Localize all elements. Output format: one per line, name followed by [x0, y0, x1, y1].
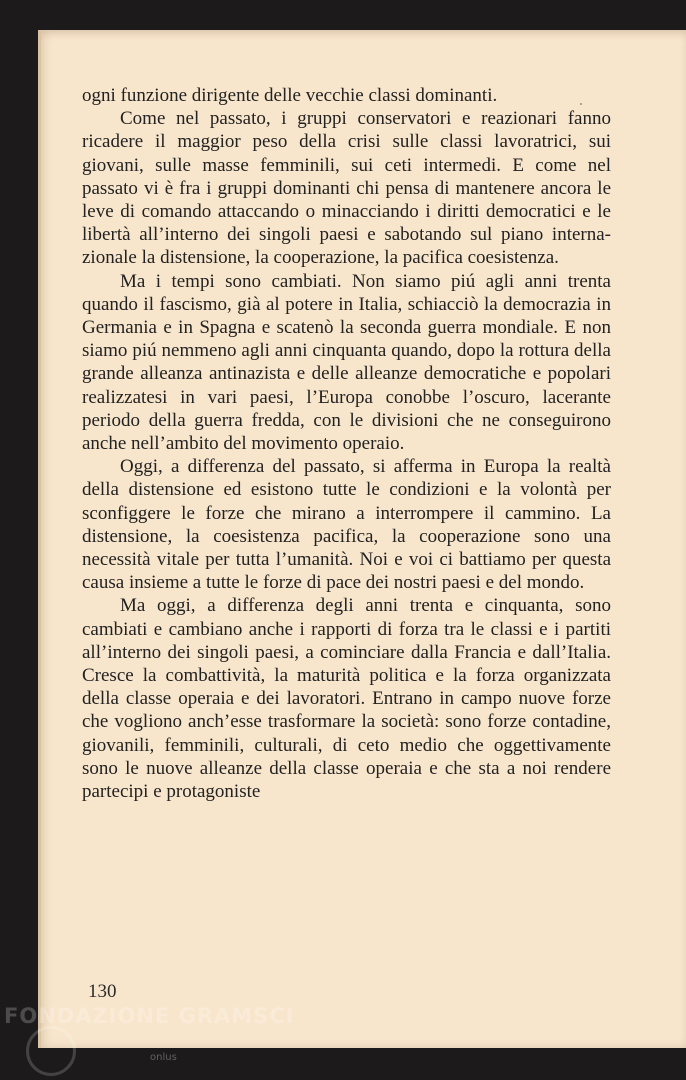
page-number: 130	[88, 981, 117, 1002]
paragraph-3: Ma i tempi sono cambiati. Non siamo piú agli anni trenta quando il fascismo, già al potere in Italia, schiacciò la democrazia in Germania e in Spagna e scatenò la seconda guerra mondiale. E non siamo piú nemmeno agli anni cinquanta quando, dopo la rottura della grande alleanza antinazista e delle alleanze democratiche e popolari realizzatesi in vari paesi, l’Europa conobbe l’oscuro, lacerante periodo della guerra fredda, con le divisioni che ne conseguirono anche nell’ambito del movimento operaio.	[82, 270, 611, 455]
paragraph-4: Oggi, a differenza del passato, si afferma in Europa la realtà della distensione ed esistono tutte le condizioni e la volontà per sconfiggere le forze che mirano a interrompere il cammino. La distensione, la coesistenza pacifica, la cooperazione sono una necessità vitale per tutta l’umanità. Noi e voi ci battiamo per questa causa insieme a tutte le forze di pace dei nostri paesi e del mondo.	[82, 456, 611, 594]
body-text	[82, 84, 611, 803]
watermark-logo-icon	[26, 1026, 76, 1076]
paragraph-5: Ma oggi, a differenza degli anni trenta e cinquanta, sono cambiati e cambiano anche i rapporti di forza tra le classi e i partiti all’interno dei singoli paesi, a cominciare dalla Francia e dall’Italia. Cresce la combattività, la maturità politica e la forza organizzata della classe operaia e dei lavoratori. Entrano in campo nuove forze che vogliono anch’esse trasformare la società: sono forze contadine, giovanili, femminili, culturali, di ceto medio che oggettivamente sono le nuove alleanze della classe operaia e che sta a noi rendere partecipi e protagoniste	[82, 595, 611, 803]
page-binding-edge	[38, 30, 41, 1048]
watermark-suffix: onlus	[150, 1052, 177, 1063]
paragraph-1: ogni funzione dirigente delle vecchie classi dominanti.	[82, 85, 498, 106]
watermark-brand: FONDAZIONE GRAMSCI	[4, 1004, 295, 1028]
paragraph-2: Come nel passato, i gruppi conservatori e reazionari fanno ricadere il maggior peso della crisi sulle classi lavoratrici, sui giovani, sulle masse femminili, sui ceti intermedi. E come nel passato vi è fra i gruppi dominanti chi pensa di mantenere ancora le leve di comando attaccando o minacciando i diritti democratici e le libertà all’interno dei singoli paesi e sabotando sul piano internazionale la distensione, la cooperazione, la pacifica coesistenza.	[82, 108, 611, 269]
